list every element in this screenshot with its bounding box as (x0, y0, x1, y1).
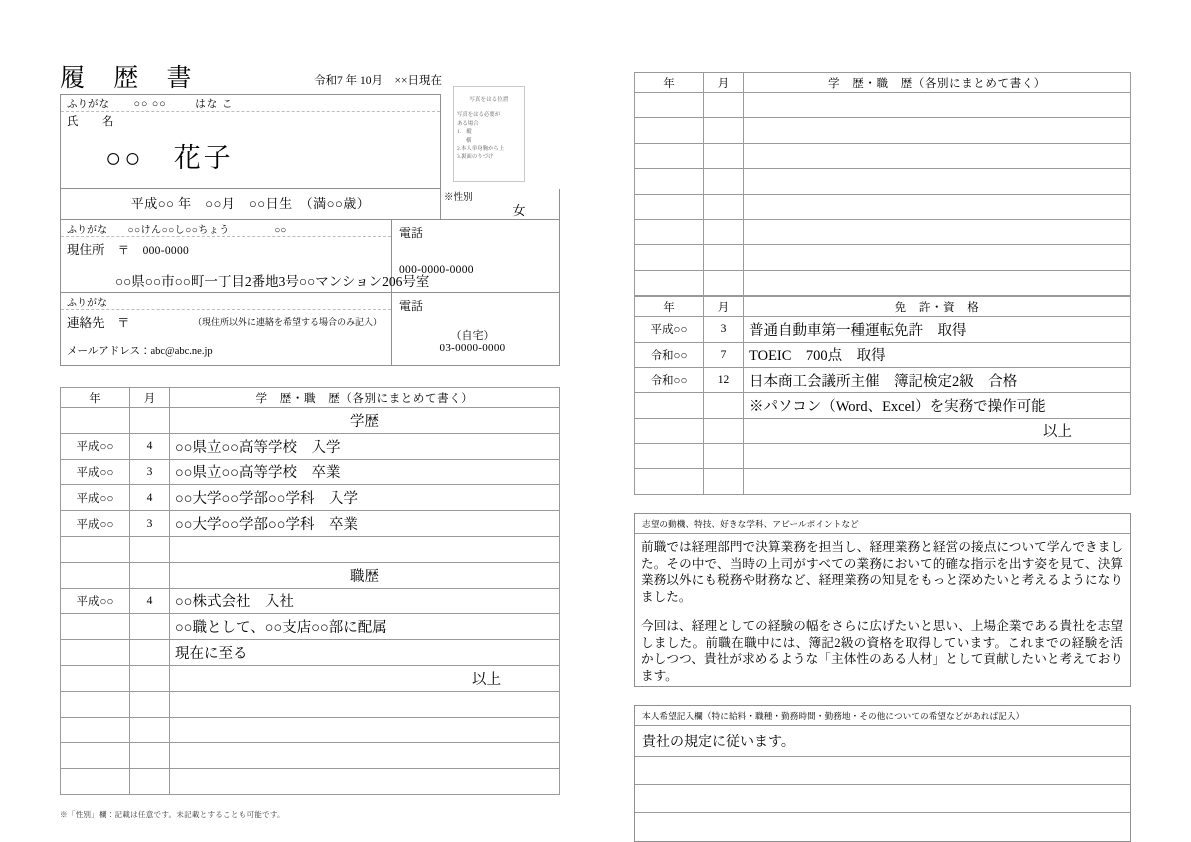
photo-box-note-1: 写真をはる必要が (457, 112, 501, 119)
cell-month[interactable] (130, 408, 170, 434)
table-row[interactable] (61, 408, 560, 434)
table-row[interactable] (61, 511, 560, 537)
cell-month[interactable] (130, 640, 170, 666)
cell-year[interactable] (635, 393, 704, 418)
table-row[interactable] (61, 691, 560, 717)
cell-month[interactable] (704, 245, 744, 270)
education-work-history-table (60, 387, 560, 795)
cell-description[interactable] (744, 118, 1131, 143)
contact-label: 連絡先 〒 (67, 316, 130, 330)
wish-blank-row[interactable] (635, 813, 1130, 841)
address-contact-block (60, 220, 560, 366)
table-row[interactable] (635, 270, 1131, 295)
gender-value: 女 (512, 203, 526, 218)
email-value: メールアドレス：abc@abc.ne.jp (67, 346, 213, 357)
license-qualification-table (634, 296, 1131, 495)
cell-year[interactable] (61, 614, 130, 640)
cell-description[interactable]: 現在に至る (170, 640, 560, 666)
table-row[interactable] (635, 245, 1131, 270)
cell-description[interactable]: 以上 (170, 665, 560, 691)
license-table-body (635, 297, 1131, 495)
cell-month[interactable] (130, 743, 170, 769)
cell-month[interactable]: 3 (704, 317, 744, 342)
address-furigana-value-2: ○○ (274, 225, 287, 236)
cell-description[interactable]: ○○職として、○○支店○○部に配属 (170, 614, 560, 640)
name-cell[interactable] (61, 112, 440, 188)
cell-year[interactable] (635, 444, 704, 469)
cell-year[interactable] (635, 194, 704, 219)
table-row[interactable] (635, 393, 1131, 418)
photo-box-item-1b: 横 (466, 137, 472, 144)
cell-month[interactable] (704, 219, 744, 244)
table-row[interactable] (635, 367, 1131, 392)
cell-description[interactable]: 日本商工会議所主催 簿記検定2級 合格 (744, 367, 1131, 392)
table-row[interactable] (635, 418, 1131, 443)
table-row[interactable] (635, 118, 1131, 143)
cell-year[interactable] (61, 665, 130, 691)
cell-description[interactable]: ○○県立○○高等学校 卒業 (170, 459, 560, 485)
cell-description[interactable] (170, 717, 560, 743)
cell-description[interactable] (170, 743, 560, 769)
table-row[interactable] (61, 588, 560, 614)
cell-description[interactable] (170, 691, 560, 717)
photo-box-item-1: 1. 縦 (457, 129, 472, 136)
table-row[interactable] (635, 194, 1131, 219)
cell-month[interactable] (704, 393, 744, 418)
cell-month[interactable]: 4 (130, 485, 170, 511)
spacer-2 (634, 687, 1131, 705)
cell-year[interactable] (635, 418, 704, 443)
name-block (60, 94, 441, 189)
cell-year[interactable] (61, 562, 130, 588)
table-row[interactable] (635, 93, 1131, 118)
furigana-label: ふりがな (67, 99, 109, 110)
cell-year[interactable] (61, 769, 130, 795)
table-row[interactable] (61, 433, 560, 459)
cell-month[interactable] (704, 270, 744, 295)
gender-footnote: ※「性別」欄：記載は任意です。未記載とすることも可能です。 (60, 809, 285, 819)
cell-month[interactable] (130, 665, 170, 691)
cell-month[interactable] (130, 614, 170, 640)
birth-gender-row (60, 189, 560, 220)
cell-month[interactable] (704, 169, 744, 194)
cell-year[interactable]: 平成○○ (61, 433, 130, 459)
telephone-column (392, 220, 559, 365)
photo-box-note-2: ある場合 (457, 120, 479, 127)
personal-wish-box[interactable] (634, 705, 1131, 842)
cell-year[interactable]: 平成○○ (61, 511, 130, 537)
table-row[interactable] (635, 143, 1131, 168)
cell-month[interactable] (130, 691, 170, 717)
header-month: 月 (130, 388, 170, 408)
header-desc: 学 歴・職 歴（各別にまとめて書く） (170, 388, 560, 408)
right-page (634, 72, 1131, 842)
table-row[interactable] (61, 717, 560, 743)
cell-year[interactable] (635, 93, 704, 118)
cell-year[interactable]: 平成○○ (61, 459, 130, 485)
gender-label: ※性別 (444, 193, 473, 203)
cell-description[interactable] (170, 769, 560, 795)
photo-placeholder-box[interactable] (453, 86, 525, 182)
contact-telephone-kind: （自宅） (450, 330, 495, 342)
home-telephone-cell[interactable] (392, 220, 559, 293)
contact-furigana-label: ふりがな (67, 298, 107, 309)
left-page (60, 58, 560, 820)
motivation-body[interactable] (635, 534, 1130, 686)
contact-note: （現住所以外に連絡を希望する場合のみ記入） (192, 317, 382, 327)
wish-text[interactable]: 貴社の規定に従います。 (635, 726, 1130, 757)
table-row[interactable] (61, 485, 560, 511)
telephone-value: 000-0000-0000 (399, 264, 474, 276)
header-year: 年 (61, 388, 130, 408)
cell-description[interactable] (744, 444, 1131, 469)
cell-year[interactable] (635, 169, 704, 194)
cell-description[interactable]: ※パソコン（Word、Excel）を実務で操作可能 (744, 393, 1131, 418)
photo-box-title: 写真をはる位置 (469, 97, 509, 103)
table-row[interactable] (61, 640, 560, 666)
telephone-label: 電話 (399, 226, 424, 240)
cell-description[interactable] (744, 270, 1131, 295)
cell-year[interactable] (635, 219, 704, 244)
cell-year[interactable] (61, 640, 130, 666)
name-value: ○○ 花子 (105, 143, 234, 173)
furigana-given-name: はな こ (195, 99, 234, 110)
wish-blank-row[interactable] (635, 757, 1130, 785)
history-table-body (61, 388, 560, 795)
photo-box-item-2: 2.本人単身胸から上 (457, 145, 505, 152)
table-row[interactable] (61, 614, 560, 640)
cell-description[interactable]: ○○大学○○学部○○学科 入学 (170, 485, 560, 511)
photo-box-item-3: 3.裏面のりづけ (457, 154, 494, 161)
cell-year[interactable] (635, 270, 704, 295)
motivation-paragraph-1: 前職では経理部門で決算業務を担当し、経理業務と経営の接点について学んできました。その中で、当時の上司がすべての業務において的確な指示を出す姿を見て、決算業務以外にも税務や財務など、経理業務の知見をもっと深めたいと考えるようになりました。 (641, 539, 1123, 605)
table-row[interactable] (61, 769, 560, 795)
cell-year[interactable] (61, 717, 130, 743)
cell-year[interactable] (635, 469, 704, 494)
address-zip-row (61, 237, 391, 258)
cell-year[interactable] (635, 118, 704, 143)
cell-year[interactable]: 令和○○ (635, 367, 704, 392)
cell-description[interactable] (170, 536, 560, 562)
table-row[interactable] (61, 536, 560, 562)
cell-year[interactable] (61, 743, 130, 769)
cell-description[interactable]: 普通自動車第一種運転免許 取得 (744, 317, 1131, 342)
contact-telephone-value: 03-0000-0000 (439, 342, 506, 354)
cell-month[interactable] (704, 469, 744, 494)
postal-code: 000-0000 (142, 245, 190, 257)
header-desc: 学 歴・職 歴（各別にまとめて書く） (744, 73, 1131, 93)
cell-year[interactable] (635, 245, 704, 270)
cell-month[interactable] (130, 536, 170, 562)
cell-description[interactable]: ○○株式会社 入社 (170, 588, 560, 614)
birthdate-value[interactable]: 平成○○ 年 ○○月 ○○日生 （満○○歳） (61, 189, 441, 219)
cell-month[interactable] (704, 118, 744, 143)
address-label: 現住所 (67, 243, 105, 257)
table-row[interactable] (635, 469, 1131, 494)
cell-month[interactable] (130, 562, 170, 588)
postal-mark-icon: 〒 (117, 245, 130, 257)
cell-description[interactable]: TOEIC 700点 取得 (744, 342, 1131, 367)
table-row[interactable] (635, 219, 1131, 244)
cell-month[interactable] (704, 143, 744, 168)
cell-year[interactable] (61, 536, 130, 562)
cell-description[interactable] (744, 219, 1131, 244)
cell-month[interactable]: 7 (704, 342, 744, 367)
cell-month[interactable]: 3 (130, 511, 170, 537)
cell-description[interactable]: 職歴 (170, 562, 560, 588)
furigana-family-name: ○○ ○○ (133, 99, 167, 110)
table-row[interactable] (635, 169, 1131, 194)
history-table2-header-row (635, 73, 1131, 93)
header-year: 年 (635, 73, 704, 93)
cell-description[interactable]: ○○大学○○学部○○学科 卒業 (170, 511, 560, 537)
table-row[interactable] (635, 342, 1131, 367)
motivation-paragraph-2: 今回は、経理としての経験の幅をさらに広げたいと思い、上場企業である貴社を志望しました。前職在職中には、簿記2級の資格を取得しています。これまでの経験を活かしつつ、貴社が求めるような「主体性のある人材」として貢献したいと考えております。 (641, 618, 1123, 683)
address-furigana-value: ○○けん○○し○○ちょう (127, 225, 230, 236)
address-value: ○○県○○市○○町一丁目2番地3号○○マンション206号室 (115, 274, 430, 289)
history-table-header-row (61, 388, 560, 408)
contact-address-cell[interactable] (61, 293, 391, 365)
motivation-box[interactable] (634, 513, 1131, 687)
document-date: 令和7 年 10月 ××日現在 (314, 75, 442, 87)
license-table-header-row (635, 297, 1131, 317)
contact-telephone-label: 電話 (399, 299, 424, 313)
cell-month[interactable] (130, 717, 170, 743)
gender-cell[interactable] (441, 189, 559, 219)
name-label: 氏 名 (67, 116, 120, 128)
cell-description[interactable]: 以上 (744, 418, 1131, 443)
cell-month[interactable]: 12 (704, 367, 744, 392)
cell-description[interactable]: 学歴 (170, 408, 560, 434)
cell-month[interactable]: 3 (130, 459, 170, 485)
cell-year[interactable]: 平成○○ (61, 588, 130, 614)
table-row[interactable] (635, 444, 1131, 469)
cell-description[interactable] (744, 169, 1131, 194)
cell-month[interactable] (704, 194, 744, 219)
name-furigana-row (61, 95, 440, 112)
cell-month[interactable] (704, 93, 744, 118)
page-title: 履 歴 書 (60, 65, 203, 92)
cell-year[interactable] (61, 408, 130, 434)
table-row[interactable] (61, 562, 560, 588)
motivation-caption: 志望の動機、特技、好きな学科、アピールポイントなど (635, 514, 1130, 534)
cell-month[interactable] (704, 418, 744, 443)
header-month: 月 (704, 297, 744, 317)
cell-description[interactable] (744, 143, 1131, 168)
wish-blank-row[interactable] (635, 785, 1130, 813)
table-row[interactable] (61, 459, 560, 485)
education-work-history-table-continued (634, 72, 1131, 296)
header-month: 月 (704, 73, 744, 93)
header-year: 年 (635, 297, 704, 317)
contact-furigana-row (61, 293, 391, 310)
wish-caption: 本人希望記入欄（特に給料・職種・勤務時間・勤務地・その他についての希望などがあれば記入） (635, 706, 1130, 726)
header-desc: 免 許・資 格 (744, 297, 1131, 317)
cell-month[interactable]: 4 (130, 588, 170, 614)
contact-telephone-cell[interactable] (392, 293, 559, 365)
cell-year[interactable]: 平成○○ (635, 317, 704, 342)
cell-year[interactable] (635, 143, 704, 168)
history-table2-body (635, 73, 1131, 296)
cell-year[interactable]: 平成○○ (61, 485, 130, 511)
table-row[interactable] (635, 317, 1131, 342)
address-furigana-row (61, 220, 391, 237)
cell-year[interactable] (61, 691, 130, 717)
cell-month[interactable] (704, 444, 744, 469)
cell-month[interactable] (130, 769, 170, 795)
table-row[interactable] (61, 743, 560, 769)
address-furigana-label: ふりがな (67, 225, 107, 236)
spacer (634, 495, 1131, 513)
table-row[interactable] (61, 665, 560, 691)
cell-year[interactable]: 令和○○ (635, 342, 704, 367)
cell-description[interactable]: ○○県立○○高等学校 入学 (170, 433, 560, 459)
cell-description[interactable] (744, 469, 1131, 494)
cell-description[interactable] (744, 245, 1131, 270)
cell-description[interactable] (744, 194, 1131, 219)
cell-description[interactable] (744, 93, 1131, 118)
cell-month[interactable]: 4 (130, 433, 170, 459)
